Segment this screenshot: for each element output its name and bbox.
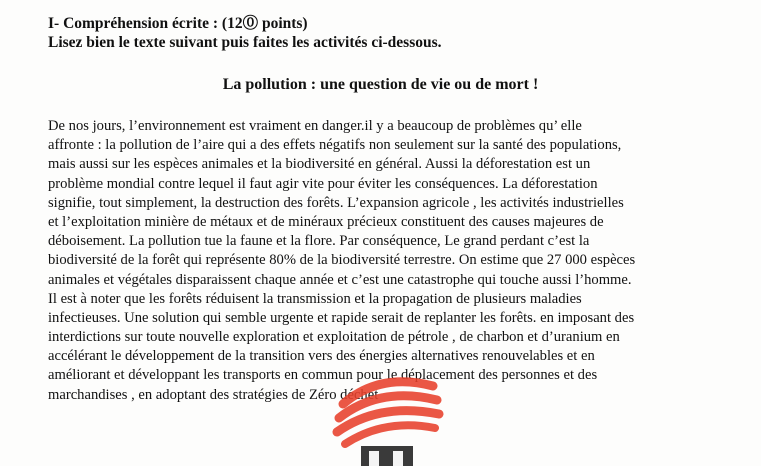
logo-base-block <box>361 446 413 466</box>
section-heading <box>48 14 442 52</box>
article-body <box>48 117 748 405</box>
article-line: accélérant le développement de la transition vers des énergies alternatives renouvelables et en <box>48 348 595 365</box>
section-instructions: Lisez bien le texte suivant puis faites les activités ci-dessous. <box>48 34 442 51</box>
article-line: affronte : la pollution de l’aire qui a des effets négatifs non seulement sur la santé des populations, <box>48 137 622 154</box>
logo-stripe <box>337 411 439 432</box>
section-heading-title: I- Compréhension écrite : (12⓪ points) <box>48 15 308 32</box>
logo-stripe <box>345 425 435 444</box>
logo-base-window <box>369 451 379 466</box>
article-line: Il est à noter que les forêts réduisent la transmission et la propagation de plusieurs maladies <box>48 290 582 307</box>
article-line: et l’exploitation minière de métaux et de minéraux précieux constituent des causes majeures de <box>48 213 604 230</box>
article-line: améliorant et développant les transports en commun pour le déplacement des personnes et des <box>48 367 598 384</box>
article-line: marchandises , en adoptant des stratégies de Zéro déchet <box>48 386 379 403</box>
article-line: animales et végétales disparaissent chaque année et c’est une catastrophe qui touche aussi l’homme. <box>48 271 632 288</box>
article-line: biodiversité de la forêt qui représente 80% de la biodiversité terrestre. On estime que 27 000 espèces <box>48 252 636 269</box>
article-line: déboisement. La pollution tue la faune et la flore. Par conséquence, Le grand perdant c’est la <box>48 233 590 250</box>
article-line: infectieuses. Une solution qui semble urgente et rapide serait de replanter les forêts. en imposant des <box>48 309 635 326</box>
article-line: interdictions sur toute nouvelle exploration et exploitation de pétrole , de charbon et d’uranium en <box>48 329 620 346</box>
article-line: signifie, tout simplement, la destruction des forêts. L’expansion agricole , les activités industrielles <box>48 194 624 211</box>
article-line: De nos jours, l’environnement est vraiment en danger.il y a beaucoup de problèmes qu’ elle <box>48 118 582 134</box>
logo-base <box>361 446 413 466</box>
logo-base-window <box>393 451 403 466</box>
article-title: La pollution : une question de vie ou de mort ! <box>222 76 539 93</box>
article-line: problème mondial contre lequel il faut agir vite pour éviter les conséquences. La déforestation <box>48 175 598 192</box>
article-line: mais aussi sur les espèces animales et la biodiversité en général. Aussi la déforestation est un <box>48 156 591 173</box>
